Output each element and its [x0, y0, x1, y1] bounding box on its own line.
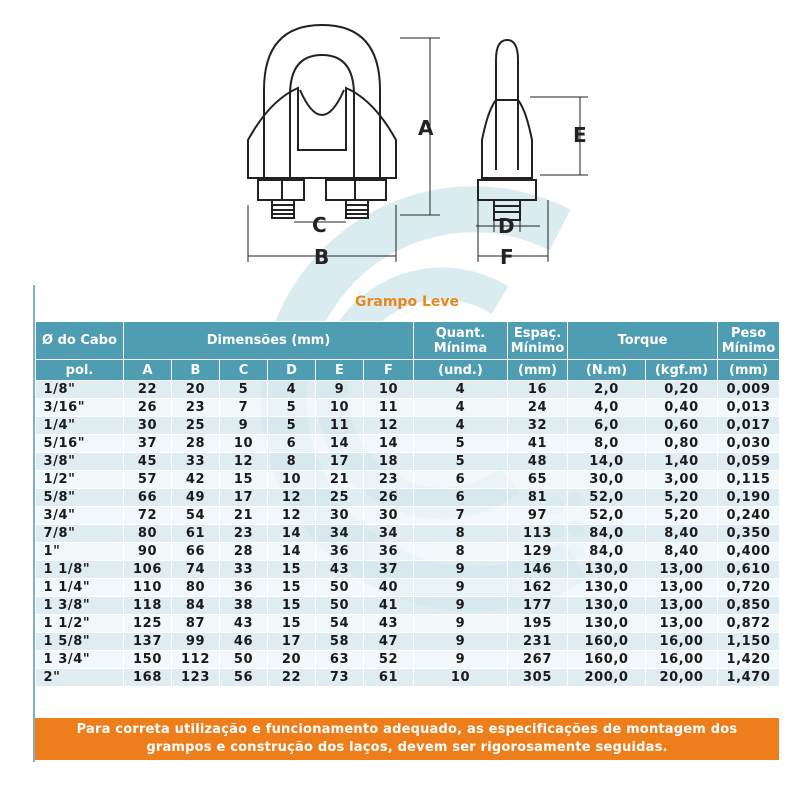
table-cell: 61 — [172, 525, 220, 543]
table-cell: 7 — [414, 507, 508, 525]
unit-header: C — [220, 360, 268, 381]
table-cell: 10 — [220, 435, 268, 453]
table-cell: 10 — [364, 381, 414, 399]
table-cell: 43 — [364, 615, 414, 633]
table-cell: 84,0 — [568, 543, 646, 561]
table-cell: 50 — [220, 651, 268, 669]
table-cell: 18 — [364, 453, 414, 471]
table-cell: 10 — [268, 471, 316, 489]
table-cell: 123 — [172, 669, 220, 687]
table-cell: 6,0 — [568, 417, 646, 435]
header-cabo: Ø do Cabo — [36, 322, 124, 360]
table-cell: 8,0 — [568, 435, 646, 453]
table-cell: 0,240 — [718, 507, 780, 525]
table-cell: 150 — [124, 651, 172, 669]
table-cell: 90 — [124, 543, 172, 561]
table-cell: 5 — [268, 417, 316, 435]
specification-sheet — [33, 285, 779, 762]
table-cell: 13,00 — [646, 597, 718, 615]
table-cell: 0,60 — [646, 417, 718, 435]
table-cell: 177 — [508, 597, 568, 615]
table-cell: 74 — [172, 561, 220, 579]
table-cell: 1,150 — [718, 633, 780, 651]
table-cell: 305 — [508, 669, 568, 687]
table-cell: 54 — [172, 507, 220, 525]
cable-size-cell: 7/8" — [36, 525, 124, 543]
table-cell: 87 — [172, 615, 220, 633]
table-cell: 33 — [172, 453, 220, 471]
table-row — [36, 453, 780, 471]
table-cell: 33 — [220, 561, 268, 579]
table-row — [36, 633, 780, 651]
table-cell: 13,00 — [646, 579, 718, 597]
table-cell: 54 — [316, 615, 364, 633]
table-row — [36, 435, 780, 453]
table-cell: 130,0 — [568, 615, 646, 633]
table-cell: 30 — [364, 507, 414, 525]
table-cell: 34 — [364, 525, 414, 543]
unit-header: (mm) — [718, 360, 780, 381]
table-cell: 0,350 — [718, 525, 780, 543]
table-cell: 15 — [268, 615, 316, 633]
table-cell: 10 — [316, 399, 364, 417]
table-cell: 6 — [414, 489, 508, 507]
cable-size-cell: 1 1/4" — [36, 579, 124, 597]
table-cell: 9 — [414, 633, 508, 651]
table-cell: 4 — [268, 381, 316, 399]
table-cell: 8 — [414, 543, 508, 561]
table-cell: 129 — [508, 543, 568, 561]
table-cell: 0,80 — [646, 435, 718, 453]
table-cell: 12 — [220, 453, 268, 471]
table-cell: 16 — [508, 381, 568, 399]
clamp-technical-drawing — [0, 0, 800, 285]
unit-header: D — [268, 360, 316, 381]
table-cell: 52 — [364, 651, 414, 669]
table-cell: 146 — [508, 561, 568, 579]
table-row — [36, 489, 780, 507]
table-cell: 84,0 — [568, 525, 646, 543]
table-cell: 0,850 — [718, 597, 780, 615]
table-cell: 160,0 — [568, 651, 646, 669]
header-peso: Peso Mínimo — [718, 322, 780, 360]
table-cell: 20,00 — [646, 669, 718, 687]
table-cell: 24 — [508, 399, 568, 417]
table-cell: 118 — [124, 597, 172, 615]
table-cell: 22 — [268, 669, 316, 687]
table-cell: 231 — [508, 633, 568, 651]
table-cell: 40 — [364, 579, 414, 597]
table-cell: 17 — [316, 453, 364, 471]
label-e: E — [573, 123, 587, 147]
table-cell: 37 — [364, 561, 414, 579]
table-cell: 14 — [268, 525, 316, 543]
table-row — [36, 417, 780, 435]
unit-header: (mm) — [508, 360, 568, 381]
label-f: F — [500, 245, 514, 269]
table-cell: 61 — [364, 669, 414, 687]
table-cell: 17 — [268, 633, 316, 651]
table-cell: 267 — [508, 651, 568, 669]
table-cell: 0,20 — [646, 381, 718, 399]
table-cell: 48 — [508, 453, 568, 471]
table-cell: 56 — [220, 669, 268, 687]
table-cell: 37 — [124, 435, 172, 453]
unit-header: pol. — [36, 360, 124, 381]
table-cell: 20 — [172, 381, 220, 399]
cable-size-cell: 1/8" — [36, 381, 124, 399]
table-cell: 63 — [316, 651, 364, 669]
table-cell: 0,017 — [718, 417, 780, 435]
table-cell: 12 — [268, 489, 316, 507]
table-row — [36, 525, 780, 543]
table-cell: 4,0 — [568, 399, 646, 417]
cable-size-cell: 5/16" — [36, 435, 124, 453]
table-cell: 4 — [414, 399, 508, 417]
table-row — [36, 399, 780, 417]
unit-header: (N.m) — [568, 360, 646, 381]
label-d: D — [498, 214, 515, 238]
table-cell: 5,20 — [646, 489, 718, 507]
table-cell: 106 — [124, 561, 172, 579]
table-row — [36, 471, 780, 489]
table-cell: 1,420 — [718, 651, 780, 669]
table-cell: 15 — [268, 561, 316, 579]
header-quant: Quant. Mínima — [414, 322, 508, 360]
table-cell: 22 — [124, 381, 172, 399]
footer-line-1: Para correta utilização e funcionamento adequado, as especificações de montagem dos — [76, 722, 738, 737]
table-cell: 1,40 — [646, 453, 718, 471]
table-cell: 42 — [172, 471, 220, 489]
table-cell: 15 — [220, 471, 268, 489]
table-cell: 21 — [316, 471, 364, 489]
table-cell: 65 — [508, 471, 568, 489]
table-cell: 8 — [414, 525, 508, 543]
cable-size-cell: 1/2" — [36, 471, 124, 489]
cable-size-cell: 1 1/8" — [36, 561, 124, 579]
table-row — [36, 507, 780, 525]
table-cell: 11 — [316, 417, 364, 435]
table-cell: 8 — [268, 453, 316, 471]
table-cell: 46 — [220, 633, 268, 651]
table-cell: 30 — [124, 417, 172, 435]
table-row — [36, 669, 780, 687]
table-cell: 0,720 — [718, 579, 780, 597]
table-title: Grampo Leve — [355, 294, 459, 310]
table-cell: 28 — [220, 543, 268, 561]
table-cell: 5 — [268, 399, 316, 417]
label-c: C — [312, 213, 327, 237]
table-row — [36, 543, 780, 561]
cable-size-cell: 3/4" — [36, 507, 124, 525]
table-cell: 2,0 — [568, 381, 646, 399]
table-cell: 8,40 — [646, 543, 718, 561]
table-cell: 45 — [124, 453, 172, 471]
table-cell: 50 — [316, 579, 364, 597]
table-cell: 0,013 — [718, 399, 780, 417]
table-row — [36, 615, 780, 633]
table-cell: 0,059 — [718, 453, 780, 471]
table-cell: 6 — [414, 471, 508, 489]
unit-header: (kgf.m) — [646, 360, 718, 381]
table-cell: 13,00 — [646, 615, 718, 633]
table-cell: 14 — [316, 435, 364, 453]
table-cell: 52,0 — [568, 489, 646, 507]
table-cell: 17 — [220, 489, 268, 507]
table-cell: 9 — [414, 579, 508, 597]
table-row — [36, 381, 780, 399]
cable-size-cell: 1 5/8" — [36, 633, 124, 651]
label-b: B — [314, 245, 330, 269]
table-cell: 15 — [268, 597, 316, 615]
table-cell: 28 — [172, 435, 220, 453]
table-cell: 7 — [220, 399, 268, 417]
table-cell: 25 — [316, 489, 364, 507]
table-cell: 0,400 — [718, 543, 780, 561]
table-cell: 16,00 — [646, 633, 718, 651]
cable-size-cell: 1 3/8" — [36, 597, 124, 615]
table-cell: 9 — [220, 417, 268, 435]
table-cell: 9 — [414, 651, 508, 669]
table-cell: 10 — [414, 669, 508, 687]
table-cell: 41 — [508, 435, 568, 453]
table-cell: 99 — [172, 633, 220, 651]
table-cell: 15 — [268, 579, 316, 597]
table-cell: 0,115 — [718, 471, 780, 489]
unit-header: (und.) — [414, 360, 508, 381]
header-torque: Torque — [568, 322, 718, 360]
table-cell: 11 — [364, 399, 414, 417]
table-cell: 0,40 — [646, 399, 718, 417]
cable-size-cell: 1" — [36, 543, 124, 561]
table-cell: 38 — [220, 597, 268, 615]
table-cell: 137 — [124, 633, 172, 651]
table-cell: 30,0 — [568, 471, 646, 489]
table-row — [36, 579, 780, 597]
table-cell: 26 — [364, 489, 414, 507]
table-cell: 52,0 — [568, 507, 646, 525]
table-cell: 9 — [414, 597, 508, 615]
table-cell: 6 — [268, 435, 316, 453]
cable-size-cell: 1 1/2" — [36, 615, 124, 633]
table-cell: 0,009 — [718, 381, 780, 399]
table-cell: 50 — [316, 597, 364, 615]
footer-notice — [35, 718, 779, 760]
table-row — [36, 561, 780, 579]
table-cell: 200,0 — [568, 669, 646, 687]
label-a: A — [418, 116, 434, 140]
table-cell: 23 — [172, 399, 220, 417]
table-cell: 43 — [316, 561, 364, 579]
table-cell: 34 — [316, 525, 364, 543]
table-cell: 36 — [364, 543, 414, 561]
table-cell: 14 — [364, 435, 414, 453]
table-cell: 36 — [316, 543, 364, 561]
cable-size-cell: 1/4" — [36, 417, 124, 435]
cable-size-cell: 5/8" — [36, 489, 124, 507]
table-cell: 0,030 — [718, 435, 780, 453]
table-cell: 16,00 — [646, 651, 718, 669]
table-cell: 12 — [364, 417, 414, 435]
table-cell: 113 — [508, 525, 568, 543]
table-cell: 5 — [414, 435, 508, 453]
table-cell: 13,00 — [646, 561, 718, 579]
cable-size-cell: 3/16" — [36, 399, 124, 417]
table-cell: 72 — [124, 507, 172, 525]
table-cell: 195 — [508, 615, 568, 633]
table-cell: 97 — [508, 507, 568, 525]
table-cell: 12 — [268, 507, 316, 525]
table-cell: 25 — [172, 417, 220, 435]
table-row — [36, 597, 780, 615]
table-cell: 23 — [220, 525, 268, 543]
table-cell: 81 — [508, 489, 568, 507]
table-cell: 9 — [414, 615, 508, 633]
table-cell: 66 — [172, 543, 220, 561]
table-cell: 4 — [414, 417, 508, 435]
table-cell: 9 — [414, 561, 508, 579]
table-cell: 4 — [414, 381, 508, 399]
table-cell: 80 — [172, 579, 220, 597]
footer-line-2: grampos e construção dos laços, devem ser rigorosamente seguidas. — [146, 740, 668, 755]
table-cell: 162 — [508, 579, 568, 597]
table-cell: 168 — [124, 669, 172, 687]
table-cell: 36 — [220, 579, 268, 597]
table-cell: 5 — [414, 453, 508, 471]
table-cell: 66 — [124, 489, 172, 507]
cable-size-cell: 3/8" — [36, 453, 124, 471]
table-cell: 130,0 — [568, 597, 646, 615]
table-cell: 110 — [124, 579, 172, 597]
table-cell: 1,470 — [718, 669, 780, 687]
table-cell: 26 — [124, 399, 172, 417]
cable-size-cell: 1 3/4" — [36, 651, 124, 669]
table-cell: 130,0 — [568, 561, 646, 579]
table-cell: 57 — [124, 471, 172, 489]
table-cell: 49 — [172, 489, 220, 507]
table-cell: 0,190 — [718, 489, 780, 507]
table-cell: 84 — [172, 597, 220, 615]
table-cell: 41 — [364, 597, 414, 615]
table-cell: 73 — [316, 669, 364, 687]
table-cell: 9 — [316, 381, 364, 399]
table-cell: 14 — [268, 543, 316, 561]
header-espac: Espaç. Mínimo — [508, 322, 568, 360]
table-cell: 8,40 — [646, 525, 718, 543]
table-cell: 125 — [124, 615, 172, 633]
table-cell: 23 — [364, 471, 414, 489]
table-cell: 3,00 — [646, 471, 718, 489]
table-cell: 21 — [220, 507, 268, 525]
table-cell: 47 — [364, 633, 414, 651]
table-cell: 130,0 — [568, 579, 646, 597]
spec-table — [35, 321, 780, 687]
unit-header: E — [316, 360, 364, 381]
table-cell: 30 — [316, 507, 364, 525]
table-row — [36, 651, 780, 669]
table-cell: 32 — [508, 417, 568, 435]
table-cell: 80 — [124, 525, 172, 543]
table-cell: 43 — [220, 615, 268, 633]
table-cell: 160,0 — [568, 633, 646, 651]
table-cell: 14,0 — [568, 453, 646, 471]
unit-header: A — [124, 360, 172, 381]
table-cell: 58 — [316, 633, 364, 651]
header-dimensoes: Dimensões (mm) — [124, 322, 414, 360]
table-cell: 112 — [172, 651, 220, 669]
table-cell: 5 — [220, 381, 268, 399]
table-cell: 20 — [268, 651, 316, 669]
table-cell: 0,610 — [718, 561, 780, 579]
unit-header: F — [364, 360, 414, 381]
table-cell: 0,872 — [718, 615, 780, 633]
cable-size-cell: 2" — [36, 669, 124, 687]
table-cell: 5,20 — [646, 507, 718, 525]
unit-header: B — [172, 360, 220, 381]
